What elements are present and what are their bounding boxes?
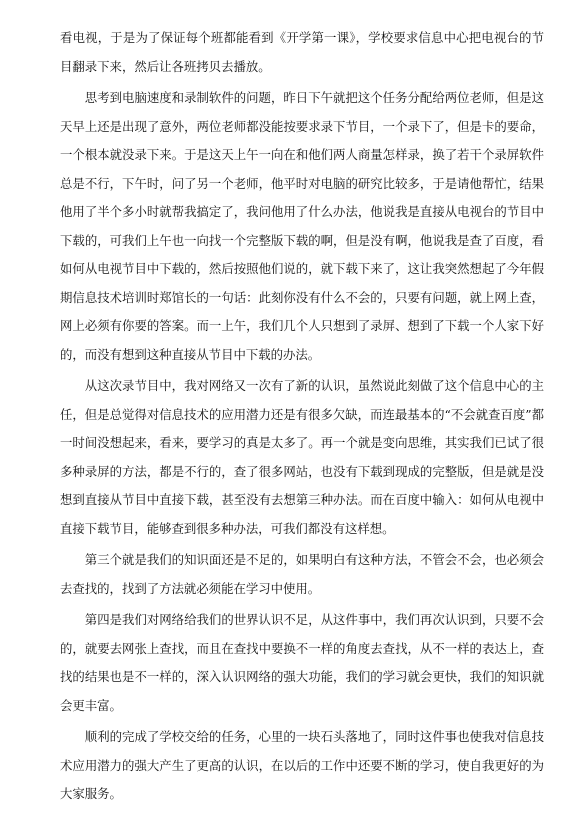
paragraph-3: 从这次录节目中，我对网络又一次有了新的认识，虽然说此刻做了这个信息中心的主任，但是总觉得对信息技术的应用潜力还是有很多欠缺，而连最基本的“不会就查百度”都一时间没想起来，看来，要学习的真是太多了。再一个就是变向思维，其实我们已试了很多种录屏的方法，都是不行的，查了很多网站，也没有下载到现成的完整版，但是就是没想到直接从节目中直接下载，甚至没有去想第三种办法。而在百度中输入：如何从电视中直接下载节目，能够查到很多种办法，可我们都没有这样想。	[60, 378, 544, 536]
paragraph-6: 顺利的完成了学校交给的任务，心里的一块石头落地了，同时这件事也使我对信息技术应用潜力的强大产生了更高的认识，在以后的工作中还要不断的学习，使自我更好的为大家服务。	[60, 729, 544, 801]
paragraph-5: 第四是我们对网络给我们的世界认识不足，从这件事中，我们再次认识到，只要不会的，就要去网张上查找，而且在查找中要换不一样的角度去查找，从不一样的表达上，查找的结果也是不一样的，深入认识网络的强大功能，我们的学习就会更快，我们的知识就会更丰富。	[60, 612, 544, 713]
paragraph-1: 看电视，于是为了保证每个班都能看到《开学第一课》，学校要求信息中心把电视台的节目翻录下来，然后让各班拷贝去播放。	[60, 30, 544, 74]
paragraph-4: 第三个就是我们的知识面还是不足的，如果明白有这种方法，不管会不会，也必须会去查找的，找到了方法就必须能在学习中使用。	[60, 552, 544, 596]
paragraph-2: 思考到电脑速度和录制软件的问题，昨日下午就把这个任务分配给两位老师，但是这天早上还是出现了意外，两位老师都没能按要求录下节目，一个录下了，但是卡的要命，一个根本就没录下来。于是这天上午一向在和他们两人商量怎样录，换了若干个录屏软件总是不行，下午时，问了另一个老师，他平时对电脑的研究比较多，于是请他帮忙，结果他用了半个多小时就帮我搞定了，我问他用了什么办法，他说我是直接从电视台的节目中下载的，可我们上午也一向找一个完整版下载的啊，但是没有啊，他说我是查了百度，看如何从电视节目中下载的，然后按照他们说的，就下载下来了，这让我突然想起了今年假期信息技术培训时郑馆长的一句话：此刻你没有什么不会的，只要有问题，就上网上查，网上必须有你要的答案。而一上午，我们几个人只想到了录屏、想到了下载一个人家下好的，而没有想到这种直接从节目中下载的办法。	[60, 90, 544, 362]
